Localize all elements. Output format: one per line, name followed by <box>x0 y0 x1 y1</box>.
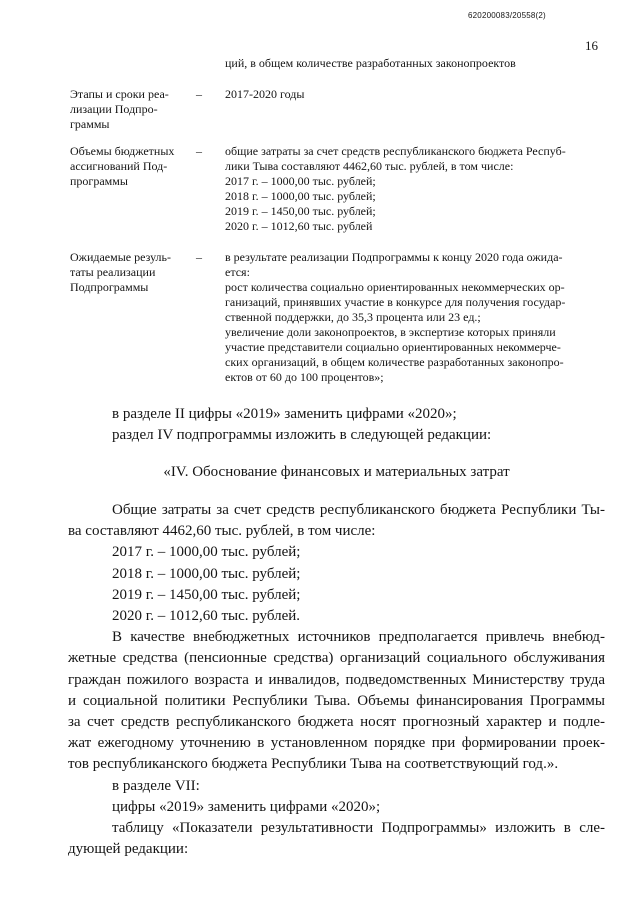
closing-line: таблицу «Показатели результативности Подпрограммы» изложить в сле- <box>112 820 605 837</box>
continuation-line: ций, в общем количестве разработанных законопроектов <box>225 56 516 70</box>
body-line: тов республиканского бюджета Республики Тыва на соответствующий год.». <box>68 756 559 773</box>
closing-line: цифры «2019» заменить цифрами «2020»; <box>112 798 381 815</box>
instructions-block <box>68 404 605 446</box>
value-line: лики Тыва составляют 4462,60 тыс. рублей, в том числе: <box>225 159 514 173</box>
label-line: Этапы и сроки реа- <box>70 87 169 101</box>
value-line: ется: <box>225 265 250 279</box>
body-line: В качестве внебюджетных источников предполагается привлечь внебюд- <box>112 629 605 646</box>
value-line: 2017 г. – 1000,00 тыс. рублей; <box>225 174 376 188</box>
year-line: 2017 г. – 1000,00 тыс. рублей; <box>112 544 301 561</box>
passport-dash: – <box>196 144 202 158</box>
value-line: рост количества социально ориентированных некоммерческих ор- <box>225 280 565 294</box>
passport-dash: – <box>196 87 202 101</box>
value-line: ектов от 60 до 100 процентов»; <box>225 370 384 384</box>
label-line: таты реализации <box>70 265 156 279</box>
passport-label <box>70 250 195 295</box>
section-heading: «IV. Обоснование финансовых и материальных затрат <box>163 464 510 480</box>
body-line: жат ежегодному уточнению в установленном порядке при формировании проек- <box>68 735 605 752</box>
value-line: в результате реализации Подпрограммы к концу 2020 года ожида- <box>225 250 563 264</box>
value-line: 2020 г. – 1012,60 тыс. рублей <box>225 219 373 233</box>
value-line: 2019 г. – 1450,00 тыс. рублей; <box>225 204 376 218</box>
value-line: 2017-2020 годы <box>225 87 305 101</box>
passport-value <box>225 87 600 102</box>
value-line: участие представители социально ориентированных некоммерче- <box>225 340 561 354</box>
value-line: ских организаций, в общем количестве разработанных законопро- <box>225 355 564 369</box>
passport-dash: – <box>196 250 202 264</box>
body-line: ва составляют 4462,60 тыс. рублей, в том числе: <box>68 523 376 540</box>
label-line: программы <box>70 174 128 188</box>
label-line: ассигнований Под- <box>70 159 168 173</box>
year-line: 2019 г. – 1450,00 тыс. рублей; <box>112 586 301 603</box>
closing-line: дующей редакции: <box>68 841 189 858</box>
passport-value <box>225 144 600 234</box>
body-line: Общие затраты за счет средств республиканского бюджета Республики Ты- <box>112 502 605 518</box>
closing-line: в разделе VII: <box>112 777 200 794</box>
document-id: 620200083/20558(2) <box>468 11 546 20</box>
value-line: ганизаций, принявших участие в конкурсе для получения государ- <box>225 295 566 309</box>
year-line: 2018 г. – 1000,00 тыс. рублей; <box>112 565 301 582</box>
body-line: за счет средств республиканского бюджета носят прогнозный характер и подле- <box>68 714 605 731</box>
label-line: Подпрограммы <box>70 280 149 294</box>
passport-value <box>225 250 600 385</box>
label-line: лизации Подпро- <box>70 102 158 116</box>
label-line: Ожидаемые резуль- <box>70 250 172 264</box>
instruction-line: раздел IV подпрограммы изложить в следующей редакции: <box>112 427 492 444</box>
body-line: жетные средства (пенсионные средства) организаций социального обслуживания <box>68 650 605 667</box>
year-line: 2020 г. – 1012,60 тыс. рублей. <box>112 608 301 625</box>
value-line: общие затраты за счет средств республиканского бюджета Респуб- <box>225 144 566 158</box>
value-line: 2018 г. – 1000,00 тыс. рублей; <box>225 189 376 203</box>
body-line: и социальной политики Республики Тыва. Объемы финансирования Программы <box>68 692 605 709</box>
label-line: граммы <box>70 117 110 131</box>
label-line: Объемы бюджетных <box>70 144 175 158</box>
body-line: граждан пожилого возраста и инвалидов, подведомственных Министерству труда <box>68 671 605 688</box>
value-line: увеличение доли законопроектов, в экспертизе которых приняли <box>225 325 556 339</box>
section-body <box>68 500 605 860</box>
value-line: ственной поддержки, до 35,3 процента или 23 ед.; <box>225 310 481 324</box>
instruction-line: в разделе II цифры «2019» заменить цифрами «2020»; <box>112 406 457 422</box>
page-number: 16 <box>585 38 598 53</box>
passport-label <box>70 87 195 132</box>
passport-label <box>70 144 195 189</box>
